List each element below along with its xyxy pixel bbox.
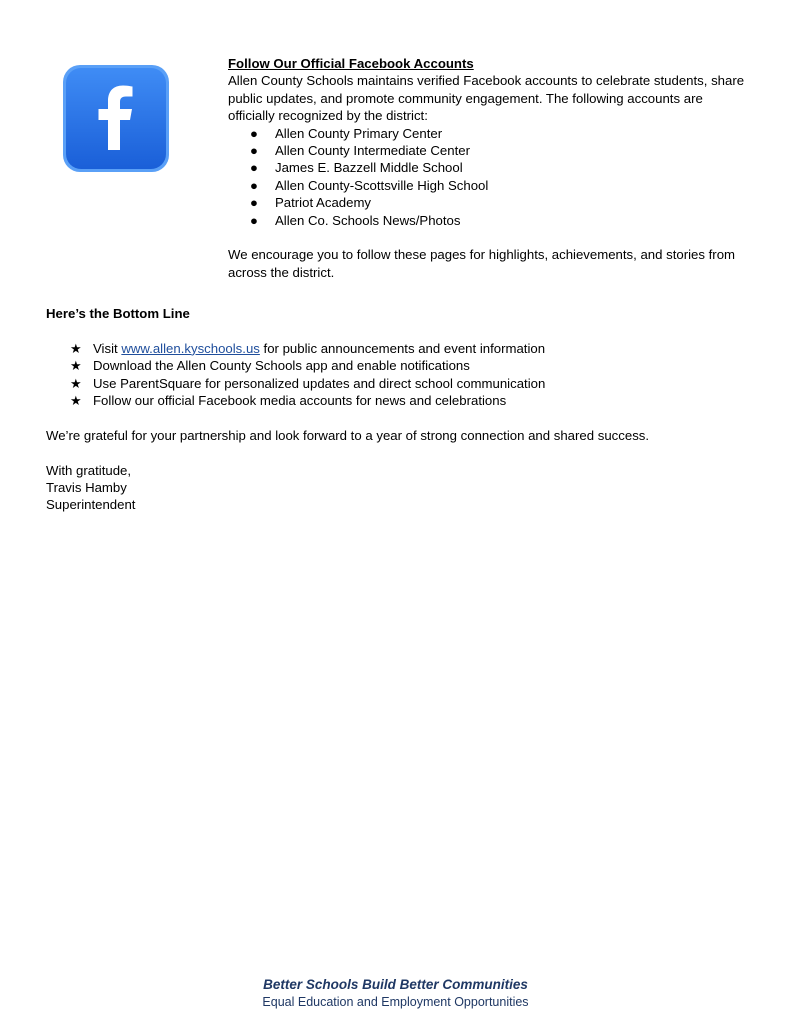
list-item: ● Allen County-Scottsville High School — [250, 177, 489, 193]
star-icon: ★ — [70, 375, 82, 391]
list-item: ● James E. Bazzell Middle School — [250, 160, 463, 176]
bullet-icon: ● — [250, 177, 258, 193]
list-item: ● Allen County Primary Center — [250, 125, 443, 141]
bottom-line-list — [46, 340, 746, 410]
list-item: ● Allen County Intermediate Center — [250, 143, 470, 159]
signature-closing: With gratitude, — [46, 462, 132, 478]
signature-block — [46, 462, 746, 514]
list-item: ★ Follow our official Facebook media accounts for news and celebrations — [70, 393, 507, 409]
list-item: ● Allen Co. Schools News/Photos — [250, 212, 461, 228]
facebook-encourage: We encourage you to follow these pages for highlights, achievements, and stories from across the district. — [228, 247, 736, 280]
signature-name: Travis Hamby — [46, 480, 127, 496]
bottom-line-heading: Here’s the Bottom Line — [46, 306, 190, 321]
star-icon: ★ — [70, 393, 82, 409]
list-item: ★ Use ParentSquare for personalized updates and direct school communication — [70, 375, 546, 391]
facebook-logo-icon — [62, 64, 170, 173]
facebook-heading: Follow Our Official Facebook Accounts — [228, 56, 474, 71]
bullet-icon: ● — [250, 212, 258, 228]
facebook-accounts-section — [228, 55, 748, 281]
facebook-intro: Allen County Schools maintains verified Facebook accounts to celebrate students, share public updates, and promote community engagement. The following accounts are officially recognized by the district: — [228, 73, 745, 124]
footer-tagline: Better Schools Build Better Communities — [263, 977, 528, 992]
footer-eeo-statement: Equal Education and Employment Opportunities — [262, 995, 529, 1009]
bullet-icon: ● — [250, 143, 258, 159]
district-website-link[interactable]: www.allen.kyschools.us — [121, 340, 260, 356]
list-item: ● Patriot Academy — [250, 195, 372, 211]
list-item: ★ Visit www.allen.kyschools.us for public announcements and event information — [70, 340, 546, 356]
list-item: ★ Download the Allen County Schools app and enable notifications — [70, 358, 470, 374]
bullet-icon: ● — [250, 160, 258, 176]
footer — [0, 976, 791, 1010]
bottom-line-section — [46, 305, 746, 514]
star-icon: ★ — [70, 358, 82, 374]
signature-title: Superintendent — [46, 497, 136, 513]
star-icon: ★ — [70, 340, 82, 356]
gratitude-paragraph: We’re grateful for your partnership and look forward to a year of strong connection and shared success. — [46, 427, 650, 443]
facebook-accounts-list — [228, 125, 748, 229]
bullet-icon: ● — [250, 125, 258, 141]
bullet-icon: ● — [250, 195, 258, 211]
